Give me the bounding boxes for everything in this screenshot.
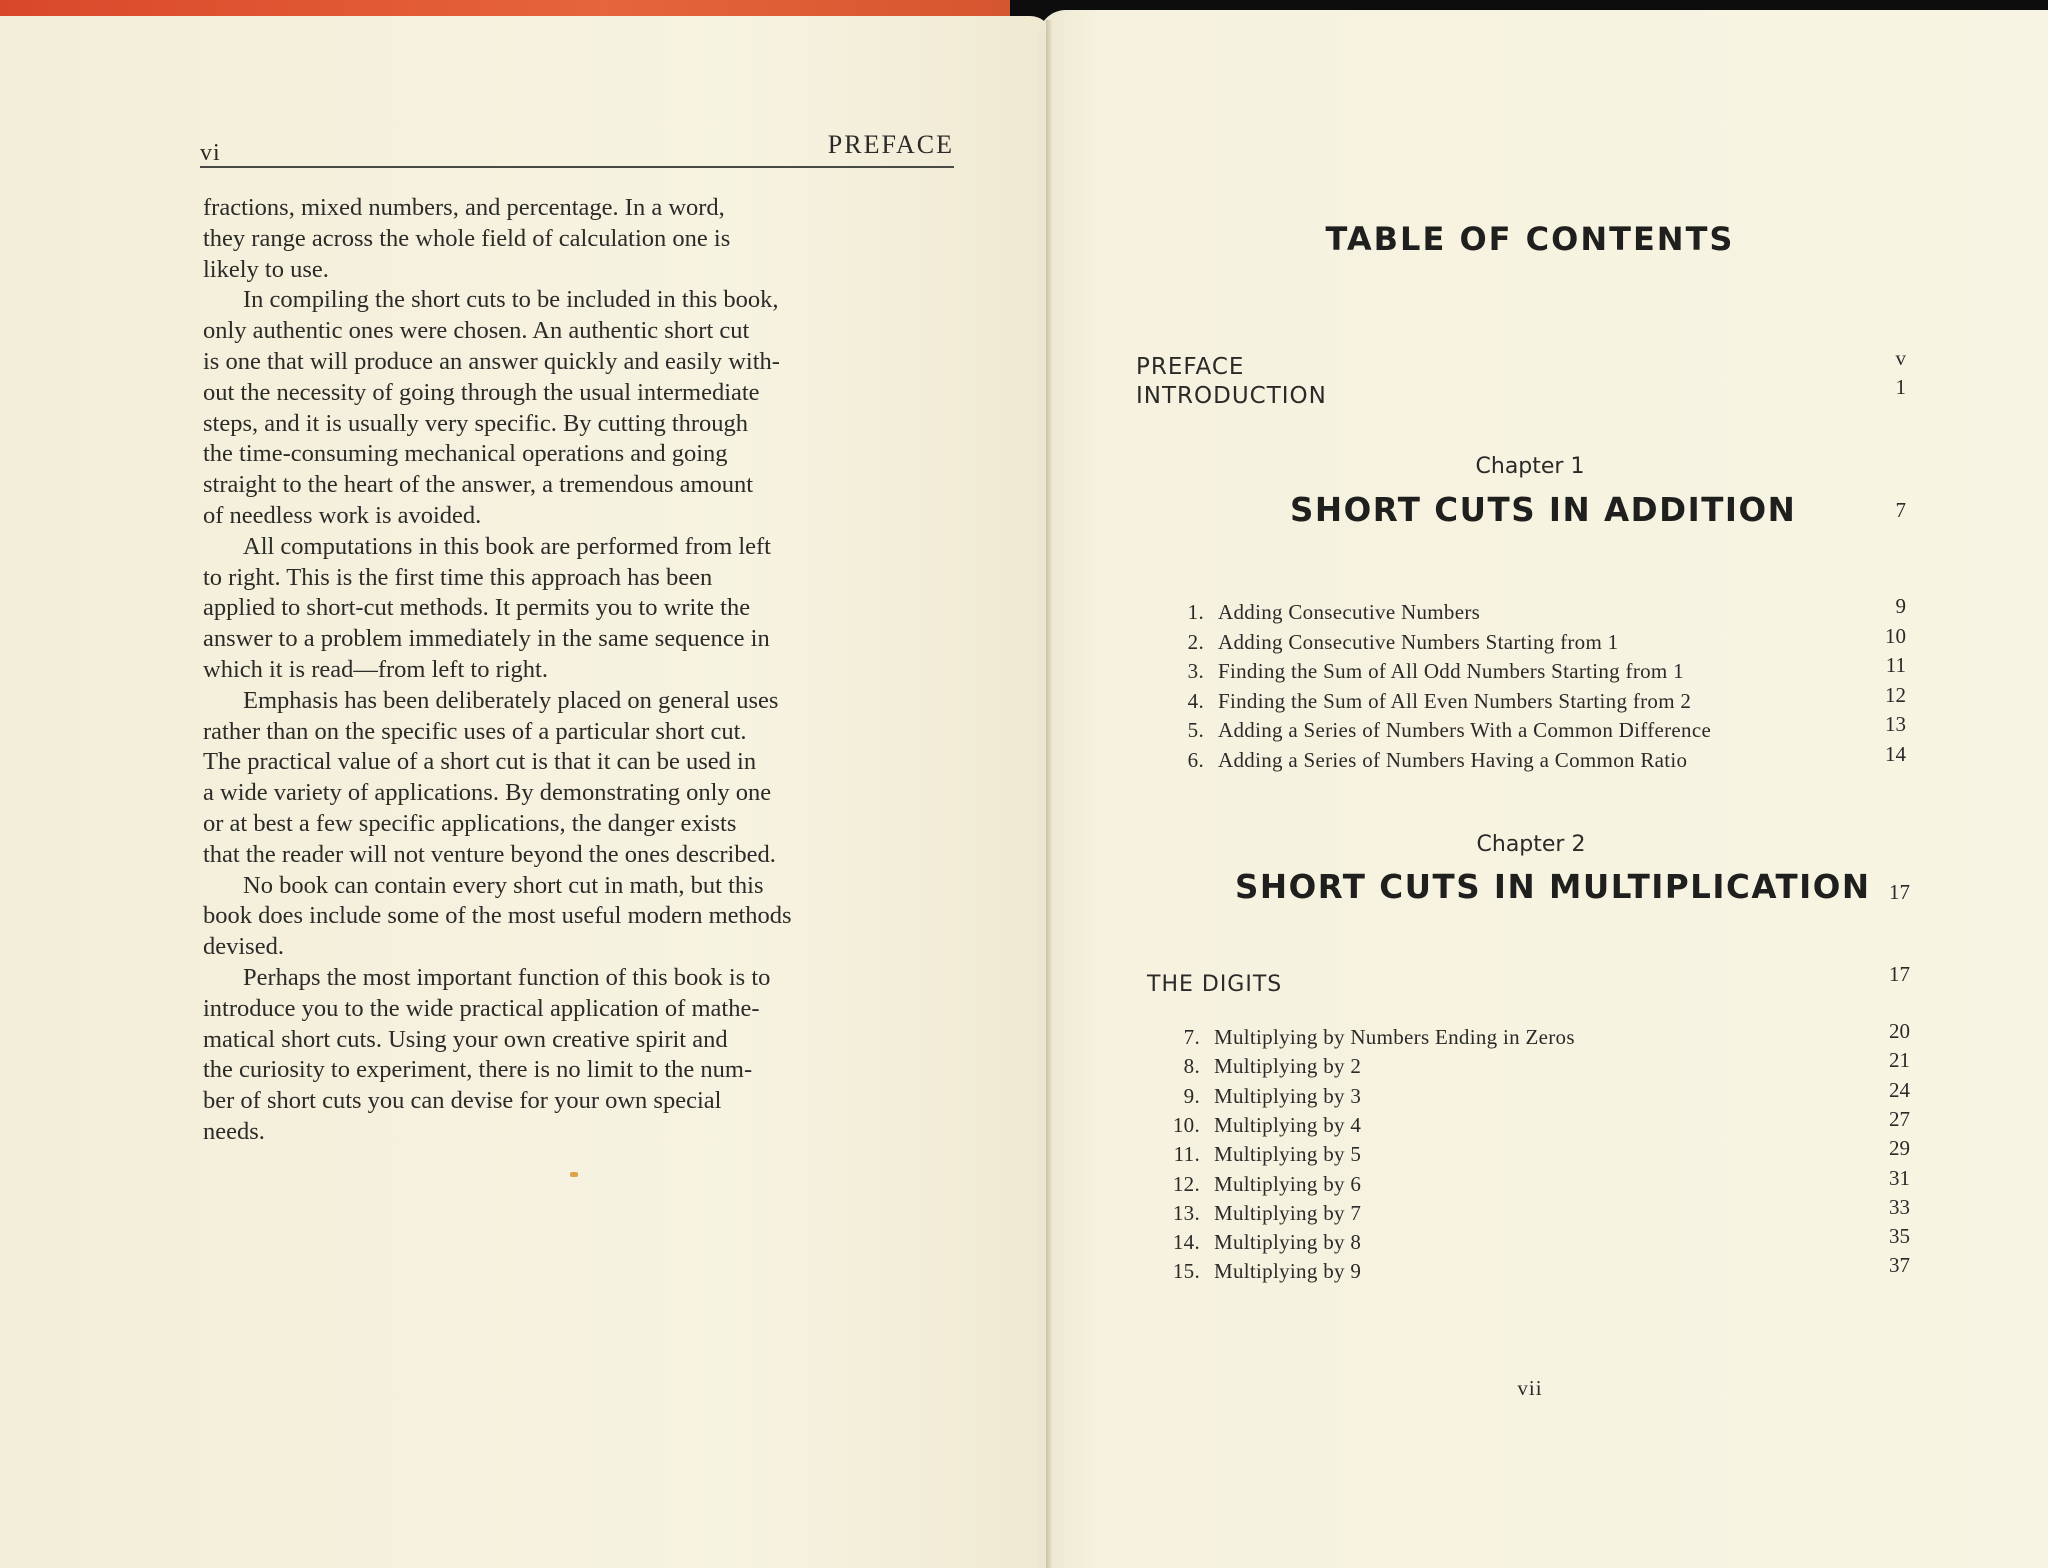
preface-line: the curiosity to experiment, there is no limit to the num- <box>203 1056 753 1084</box>
toc-entry-title: Multiplying by 9 <box>1214 1259 1362 1284</box>
section-the-digits-page: 17 <box>1889 962 1910 986</box>
toc-entry-page: 21 <box>1889 1048 1910 1073</box>
preface-line: book does include some of the most useful modern methods <box>203 902 792 930</box>
book-gutter <box>1046 20 1052 1568</box>
preface-line: they range across the whole field of calculation one is <box>203 224 731 252</box>
preface-line: answer to a problem immediately in the same sequence in <box>203 625 770 653</box>
stray-ink-mark <box>570 1172 578 1177</box>
toc-entry <box>1160 1259 1361 1284</box>
preface-line: applied to short-cut methods. It permits you to write the <box>203 594 751 622</box>
preface-body-text <box>203 193 963 1148</box>
preface-line: The practical value of a short cut is that it can be used in <box>203 748 757 776</box>
preface-line: matical short cuts. Using your own creative spirit and <box>203 1025 728 1053</box>
toc-entry-title: Adding Consecutive Numbers <box>1218 600 1481 624</box>
toc-entry-page: 20 <box>1889 1019 1910 1043</box>
toc-entry-page: 13 <box>1885 712 1906 736</box>
toc-entry-title: Adding Consecutive Numbers Starting from 1 <box>1218 629 1619 654</box>
toc-entry <box>1164 600 1480 625</box>
toc-entry-number: 3. <box>1187 659 1204 683</box>
toc-entry-number: 6. <box>1187 747 1204 772</box>
toc-entry-title: Adding a Series of Numbers Having a Common Ratio <box>1218 747 1688 772</box>
toc-entry <box>1164 630 1618 655</box>
preface-line: fractions, mixed numbers, and percentage. In a word, <box>203 194 725 221</box>
preface-line: the time-consuming mechanical operations and going <box>203 440 728 468</box>
running-head-title: PREFACE <box>827 130 954 159</box>
toc-entry <box>1164 689 1691 714</box>
preface-line: introduce you to the wide practical application of mathe- <box>203 994 760 1022</box>
toc-entry-title: Multiplying by 8 <box>1214 1230 1362 1255</box>
toc-entry <box>1160 1142 1361 1167</box>
toc-entry-number: 7. <box>1183 1025 1200 1049</box>
running-head <box>200 128 954 168</box>
toc-entry-page: 29 <box>1889 1136 1910 1161</box>
preface-line: No book can contain every short cut in math, but this <box>243 871 764 899</box>
toc-entry-number: 2. <box>1187 629 1204 654</box>
toc-entry-number: 12. <box>1172 1171 1200 1196</box>
preface-line: or at best a few specific applications, the danger exists <box>203 809 737 837</box>
preface-line: All computations in this book are performed from left <box>243 532 771 560</box>
preface-line: In compiling the short cuts to be included in this book, <box>243 286 779 314</box>
preface-line: a wide variety of applications. By demonstrating only one <box>203 779 772 807</box>
chapter-1-title: SHORT CUTS IN ADDITION <box>1290 491 1797 529</box>
toc-entry-number: 9. <box>1183 1083 1200 1108</box>
toc-entry-title: Adding a Series of Numbers With a Common Difference <box>1218 718 1712 742</box>
toc-entry-page: 33 <box>1889 1194 1910 1219</box>
toc-entry-page: 9 <box>1895 594 1906 618</box>
toc-entry-page: 10 <box>1885 623 1906 648</box>
toc-introduction-page: 1 <box>1895 375 1906 399</box>
toc-entry <box>1164 718 1711 743</box>
section-the-digits-label: THE DIGITS <box>1147 972 1283 997</box>
toc-entry-page: 37 <box>1889 1253 1910 1278</box>
preface-line: needs. <box>203 1117 265 1145</box>
preface-line: that the reader will not venture beyond the ones described. <box>203 840 776 868</box>
toc-entry-number: 1. <box>1187 600 1204 624</box>
toc-preface-label: PREFACE <box>1136 354 1245 380</box>
preface-line: likely to use. <box>203 255 329 283</box>
toc-entry <box>1160 1201 1361 1226</box>
toc-title: TABLE OF CONTENTS <box>1325 220 1735 258</box>
toc-entry-number: 15. <box>1172 1259 1200 1284</box>
toc-preface-page: v <box>1895 346 1906 370</box>
chapter-1-page: 7 <box>1895 498 1906 522</box>
preface-line: only authentic ones were chosen. An authentic short cut <box>203 317 750 345</box>
toc-entry <box>1160 1054 1361 1079</box>
chapter-2-label: Chapter 2 <box>1476 832 1586 857</box>
toc-entry-page: 31 <box>1889 1165 1910 1190</box>
toc-entry-title: Multiplying by 4 <box>1214 1112 1362 1137</box>
toc-entry <box>1160 1025 1575 1050</box>
toc-entry-number: 4. <box>1187 688 1204 713</box>
preface-line: Perhaps the most important function of this book is to <box>243 963 771 991</box>
toc-entry-title: Multiplying by 6 <box>1214 1171 1362 1196</box>
toc-entry <box>1160 1113 1361 1138</box>
toc-entry-number: 13. <box>1172 1200 1200 1225</box>
preface-line: ber of short cuts you can devise for your own special <box>203 1087 722 1115</box>
toc-entry-number: 8. <box>1183 1054 1200 1079</box>
preface-line: which it is read—from left to right. <box>203 655 548 683</box>
toc-entry-title: Multiplying by 7 <box>1214 1200 1362 1225</box>
toc-entry-title: Multiplying by Numbers Ending in Zeros <box>1214 1025 1575 1049</box>
toc-entry-page: 24 <box>1889 1077 1910 1102</box>
preface-line: straight to the heart of the answer, a tremendous amount <box>203 471 754 499</box>
toc-entry <box>1160 1172 1361 1197</box>
toc-entry <box>1160 1230 1361 1255</box>
toc-introduction-label: INTRODUCTION <box>1136 383 1327 409</box>
page-number-left: vi <box>200 140 221 166</box>
preface-line: out the necessity of going through the usual intermediate <box>203 378 760 406</box>
preface-line: to right. This is the first time this approach has been <box>203 563 713 591</box>
toc-entry-number: 14. <box>1172 1230 1200 1255</box>
toc-entry-title: Multiplying by 2 <box>1214 1054 1362 1079</box>
preface-line: is one that will produce an answer quickly and easily with- <box>203 347 780 375</box>
chapter-1-label: Chapter 1 <box>1475 454 1585 479</box>
preface-line: Emphasis has been deliberately placed on general uses <box>243 686 779 714</box>
toc-entry-title: Multiplying by 3 <box>1214 1083 1362 1108</box>
toc-entry-page: 14 <box>1885 741 1906 766</box>
toc-entry-title: Finding the Sum of All Odd Numbers Starting from 1 <box>1218 659 1684 683</box>
preface-line: of needless work is avoided. <box>203 501 482 529</box>
preface-line: steps, and it is usually very specific. By cutting through <box>203 409 749 437</box>
toc-entry-page: 35 <box>1889 1224 1910 1249</box>
toc-entry-title: Multiplying by 5 <box>1214 1142 1362 1167</box>
toc-entry-page: 12 <box>1885 682 1906 707</box>
preface-line: devised. <box>203 933 284 961</box>
toc-entry <box>1160 1084 1361 1109</box>
toc-entry-number: 5. <box>1187 718 1204 742</box>
toc-entry-page: 27 <box>1889 1106 1910 1131</box>
chapter-2-page: 17 <box>1889 880 1910 904</box>
toc-entry <box>1164 659 1684 684</box>
toc-entry-number: 11. <box>1173 1142 1200 1167</box>
toc-entry <box>1164 748 1687 773</box>
toc-entry-title: Finding the Sum of All Even Numbers Starting from 2 <box>1218 688 1692 713</box>
preface-line: rather than on the specific uses of a particular short cut. <box>203 717 747 745</box>
toc-entry-number: 10. <box>1172 1112 1200 1137</box>
chapter-2-title: SHORT CUTS IN MULTIPLICATION <box>1235 868 1871 906</box>
page-number-right: vii <box>1517 1376 1543 1400</box>
toc-entry-page: 11 <box>1885 653 1906 677</box>
